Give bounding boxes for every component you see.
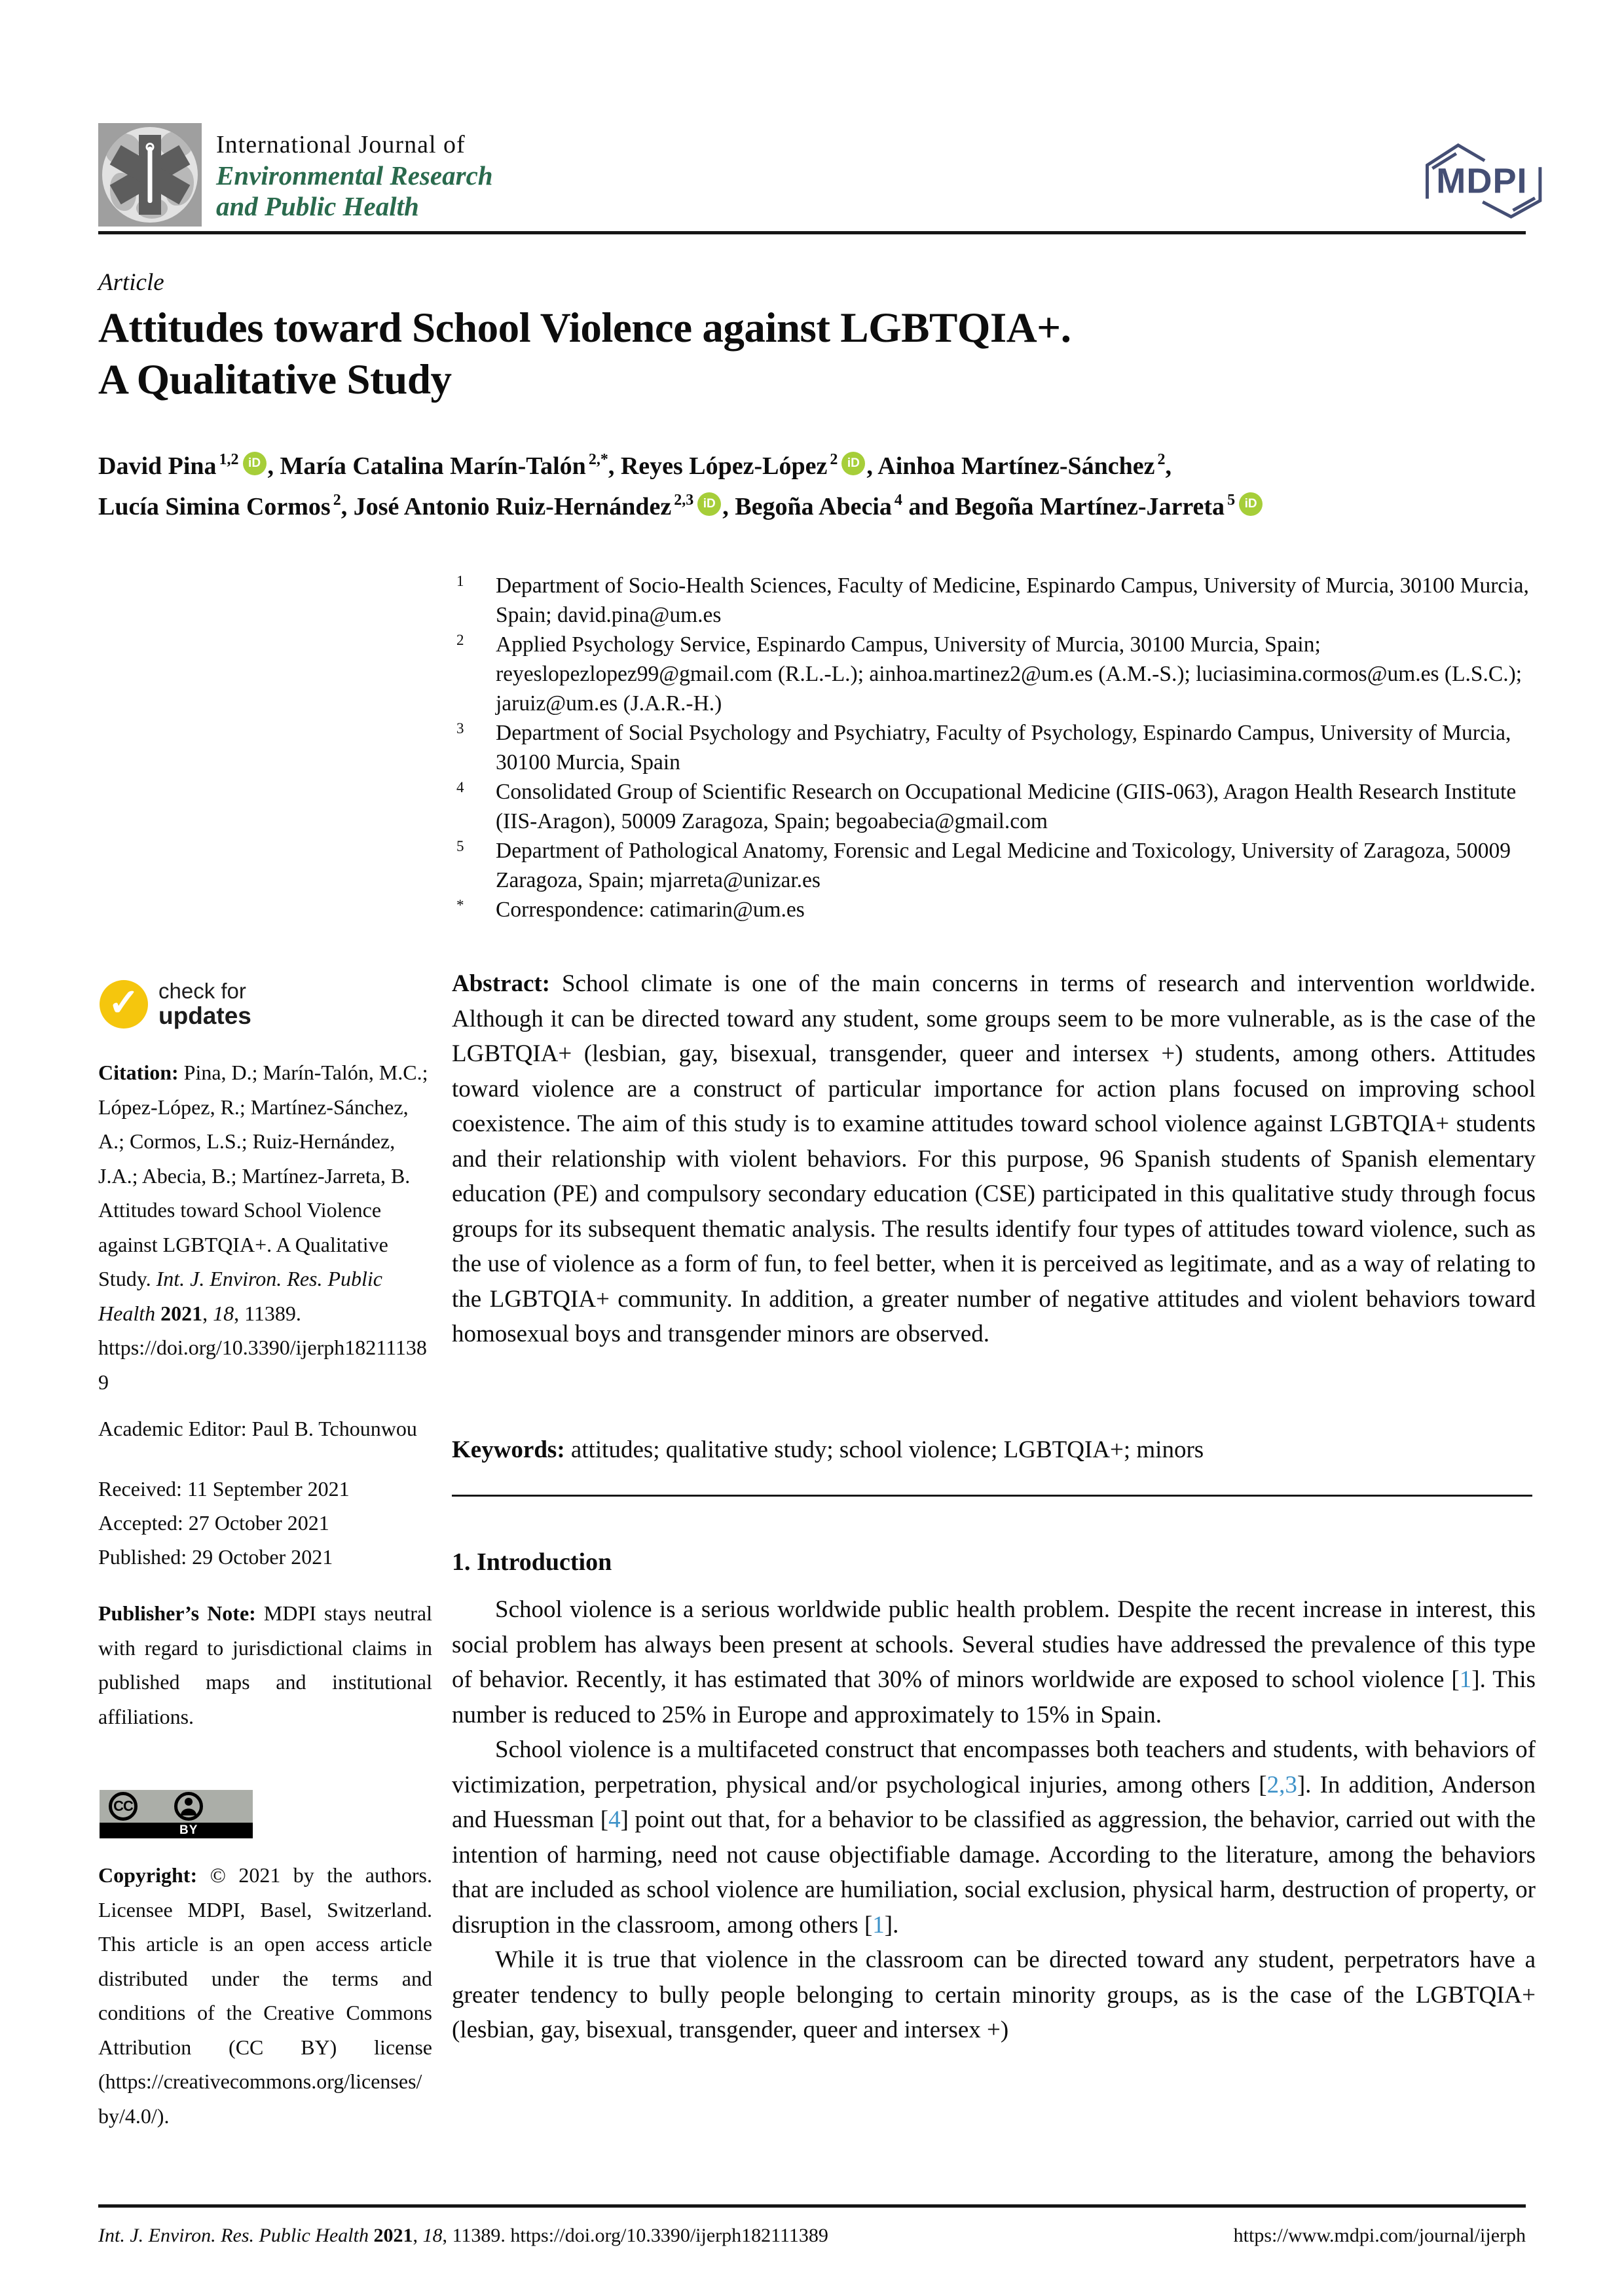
author-line2: Lucía Simina Cormos $^2$, José Antonio Ruiz-Hernández $^{2,3}$ iD , Begoña Abecia $^4$ and Begoña Martínez-Jarreta $^5$ iD [98,488,1264,529]
affiliation-text: Department of Socio-Health Sciences, Faculty of Medicine, Espinardo Campus, University of Murcia, 30100 Murcia, Spain; david.pina@um.es [496,574,1529,627]
keywords-divider [452,1495,1532,1497]
title-line2: A Qualitative Study [98,356,452,403]
citation-label: Citation: [98,1061,179,1084]
person-icon [174,1792,203,1821]
check-for-updates-line1: check for [158,979,246,1003]
rod-of-asclepius-icon [148,147,153,203]
article-type-label: Article [98,269,164,296]
academic-editor: Academic Editor: Paul B. Tchounwou [98,1417,417,1440]
affiliation-marker: 5 [456,838,464,854]
check-icon: ✓ [100,980,148,1029]
author-name: Lucía Simina Cormos [98,493,331,520]
keywords-label: Keywords: [452,1436,565,1463]
footer-journal-url[interactable]: https://www.mdpi.com/journal/ijerph [1233,2225,1526,2246]
globe-icon [102,127,198,223]
cc-by-license-badge[interactable] [100,1790,253,1838]
page-title [98,302,1071,406]
citation-doi-link[interactable]: https://doi.org/10.3390/ijerph182111389 [98,1336,427,1394]
reference-link[interactable]: 2,3 [1266,1771,1297,1798]
affiliation-text: Consolidated Group of Scientific Research on Occupational Medicine (GIIS-063), Aragon Health Research Institute (IIS-Aragon), 50009 Zaragoza, Spain; begoabecia@gmail.com [496,780,1517,833]
keywords-text: attitudes; qualitative study; school violence; LGBTQIA+; minors [564,1436,1204,1463]
footer-doi-link[interactable]: https://doi.org/10.3390/ijerph182111389 [510,2225,828,2246]
accepted-date: Accepted: 27 October 2021 [98,1511,329,1535]
author-name: María Catalina Marín-Talón [280,452,586,480]
abstract [452,966,1536,1352]
mdpi-logo [1393,135,1545,221]
footer-citation: Int. J. Environ. Res. Public Health 2021, 18, 11389. https://doi.org/10.3390/ijerph182111389 [98,2225,828,2246]
keywords [452,1432,1536,1468]
affiliation-list [456,571,1537,924]
abstract-label: Abstract: [452,970,551,997]
intro-paragraph-3: While it is true that violence in the classroom can be directed toward any student, perpetrators have a greater tendency to bully people belonging to certain minority groups, as is the case of the LGBTQIA+ (lesbian, gay, bisexual, transgender, queer and intersex +) [452,1946,1536,2043]
reference-link[interactable]: 1 [872,1911,885,1939]
copyright-block: Copyright: © 2021 by the authors. Licensee MDPI, Basel, Switzerland. This article is an open access article distributed under the terms and conditions of the Creative Commons Attribution (CC BY) license (https://creativecommons.org/licenses/by/4.0/). [98,1863,432,2128]
correspondence-item [456,895,1537,924]
author-name: Reyes López-López [620,452,828,480]
affiliation-item [456,777,1537,836]
affiliation-text: Applied Psychology Service, Espinardo Campus, University of Murcia, 30100 Murcia, Spain; reyeslopezlopez99@gmail.com (R.L.-L.); ainhoa.martinez2@um.es (A.M.-S.); luciasimina.cormos@um.es (L.S.C.); jaruiz@um.es (J.A.R.-H.) [496,632,1522,716]
affiliation-item [456,571,1537,630]
reference-link[interactable]: 1 [1459,1666,1472,1693]
affiliation-marker: 2 [456,632,464,648]
orcid-icon[interactable]: iD [697,492,721,516]
publishers-note-label: Publisher’s Note: [98,1601,256,1625]
journal-logo [98,123,202,227]
footer-rule [98,2204,1526,2208]
journal-name [216,130,493,222]
author-name: David Pina [98,452,217,480]
intro-paragraph-2: School violence is a multifaceted construct that encompasses both teachers and students, with behaviors of victimization, perpetration, physical and/or psychological injuries, among others [2,3]. In addition, Anderson and Huessman [4] point out that, for a behavior to be classified as aggression, the behavior, carried out with the intention of harming, need not cause objectifiable damage. According to the literature, among the behaviors that are included as school violence are humiliation, social exclusion, physical harm, destruction of property, or disruption in the classroom, among others [1]. [452,1736,1536,1939]
cc-icon: CC [109,1792,138,1821]
section-heading-introduction: 1. Introduction [452,1548,612,1576]
reference-link[interactable]: 4 [608,1806,621,1833]
journal-name-line1: International Journal of [216,131,466,158]
affiliation-item [456,836,1537,895]
orcid-icon[interactable]: iD [841,452,865,475]
author-list [98,448,1264,529]
orcid-icon[interactable]: iD [243,452,267,475]
by-label: BY [179,1823,198,1837]
received-date: Received: 11 September 2021 [98,1477,350,1501]
check-for-updates-line2: updates [158,1002,251,1029]
publishers-note: Publisher’s Note: MDPI stays neutral with regard to jurisdictional claims in published maps and institutional affiliations. [98,1601,432,1728]
correspondence-text: Correspondence: catimarin@um.es [496,898,805,922]
header-rule [98,231,1526,234]
affiliation-marker: 4 [456,779,464,795]
author-name: Ainhoa Martínez-Sánchez [877,452,1155,480]
affiliation-text: Department of Pathological Anatomy, Forensic and Legal Medicine and Toxicology, University of Zaragoza, 50009 Zaragoza, Spain; mjarreta@unizar.es [496,839,1511,892]
introduction-body [452,1592,1536,2048]
affiliation-text: Department of Social Psychology and Psychiatry, Faculty of Psychology, Espinardo Campus, University of Murcia, 30100 Murcia, Spain [496,721,1511,774]
affiliation-item [456,718,1537,777]
title-line1: Attitudes toward School Violence against LGBTQIA+. [98,304,1071,352]
citation-block: Citation: Pina, D.; Marín-Talón, M.C.; López-López, R.; Martínez-Sánchez, A.; Cormos, L.S.; Ruiz-Hernández, J.A.; Abecia, B.; Martínez-Jarreta, B. Attitudes toward School Violence against LGBTQIA+. A Qualitative Study. Int. J. Environ. Res. Public Health 2021, 18, 11389. https://doi.org/10.3390/ijerph182111389 [98,1061,428,1394]
author-name: José Antonio Ruiz-Hernández [353,493,672,520]
affiliation-item [456,630,1537,718]
author-name: Begoña Abecia [735,493,892,520]
article-dates [98,1472,432,1574]
author-line1: David Pina $^{1,2}$ iD , María Catalina Marín-Talón $^{2,*}$, Reyes López-López $^2$ iD , Ainhoa Martínez-Sánchez $^2$, [98,451,1172,480]
journal-name-line2: Environmental Research [216,160,493,191]
check-for-updates-badge[interactable] [100,979,251,1029]
intro-paragraph-1: School violence is a serious worldwide public health problem. Despite the recent increase in interest, this social problem has always been present at schools. Several studies have addressed the prevalence of this type of behavior. Recently, it has estimated that 30% of minors worldwide are exposed to school violence [1]. This number is reduced to 25% in Europe and approximately to 15% in Spain. [452,1596,1536,1728]
correspondence-marker: * [456,897,464,913]
affiliation-marker: 1 [456,573,464,589]
mdpi-wordmark: MDPI [1436,161,1528,201]
orcid-icon[interactable]: iD [1239,492,1263,516]
author-name: Begoña Martínez-Jarreta [955,493,1225,520]
journal-name-line3: and Public Health [216,191,419,221]
affiliation-marker: 3 [456,720,464,737]
copyright-label: Copyright: [98,1863,198,1887]
abstract-text: School climate is one of the main concerns in terms of research and intervention worldwide. Although it can be directed toward any student, some groups seem to be more vulnerable, as is the case of the LGBTQIA+ (lesbian, gay, bisexual, transgender, queer and intersex +) students, among others. Attitudes toward violence are a construct of particular importance for action plans focused on improving school coexistence. The aim of this study is to examine attitudes toward school violence against LGBTQIA+ students and their relationship with violent behaviors. For this purpose, 96 Spanish students of Spanish elementary education (PE) and compulsory secondary education (CSE) participated in this qualitative study through focus groups for its subsequent thematic analysis. The results identify four types of attitudes toward violence, such as the use of violence as a form of fun, to feel better, when it is perceived as legitimate, and as a way of relating to the LGBTQIA+ community. In addition, a greater number of negative attitudes and violent behaviors toward homosexual boys and transgender minors are observed. [452,970,1536,1347]
published-date: Published: 29 October 2021 [98,1545,333,1569]
page-footer [98,2225,1526,2247]
